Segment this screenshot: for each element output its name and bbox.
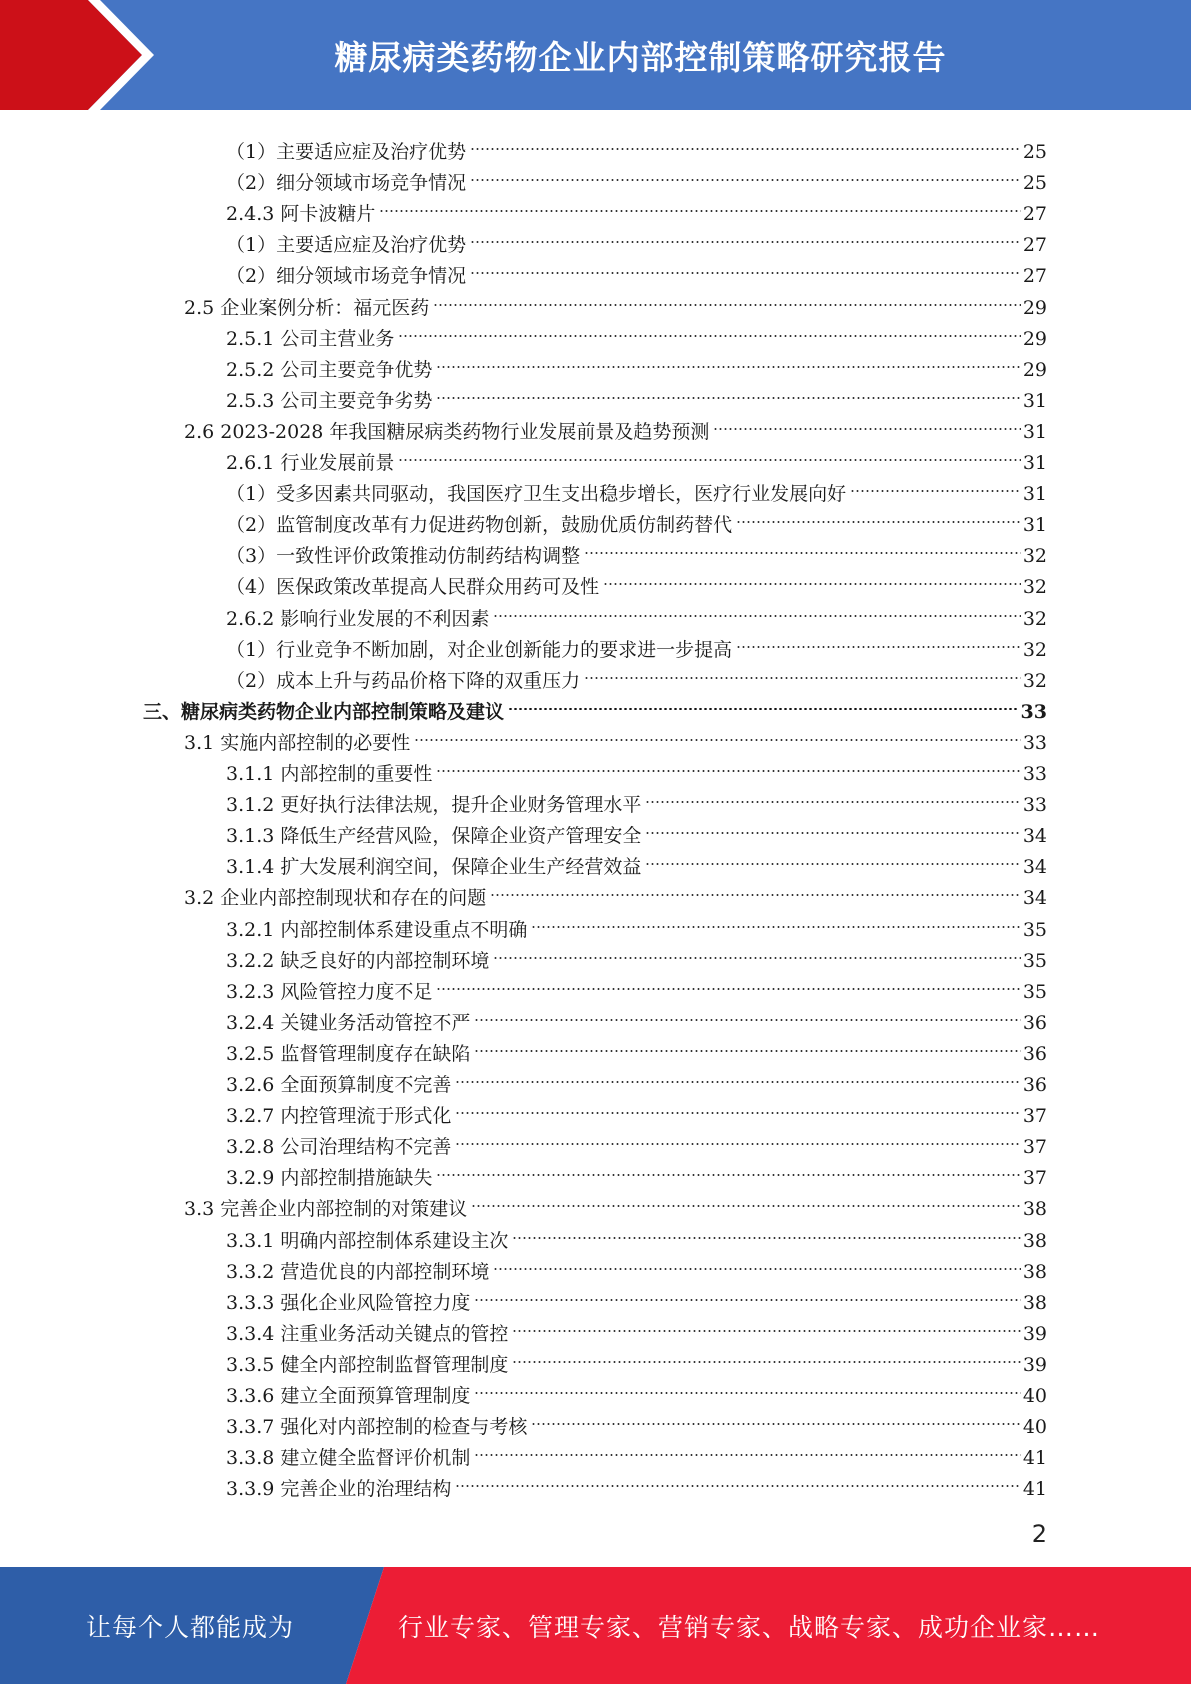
toc-entry[interactable] xyxy=(226,220,1047,257)
toc-entry[interactable] xyxy=(226,127,1047,163)
toc-dot-leader xyxy=(645,780,1020,811)
toc-entry[interactable] xyxy=(226,1340,1047,1376)
toc-entry-title: 3.2.3 风险管控力度不足 xyxy=(226,980,433,1003)
toc-entry[interactable] xyxy=(226,500,1047,537)
toc-entry-page: 40 xyxy=(1022,1416,1047,1439)
toc-entry-page: 36 xyxy=(1022,1042,1047,1065)
toc-dot-leader xyxy=(736,500,1021,531)
toc-dot-leader xyxy=(508,687,1019,718)
toc-entry[interactable] xyxy=(184,1184,1047,1221)
toc-entry[interactable] xyxy=(226,656,1047,692)
toc-entry-page: 32 xyxy=(1022,669,1047,692)
toc-entry-page: 33 xyxy=(1022,763,1047,785)
toc-entry[interactable] xyxy=(143,687,1047,723)
toc-entry-page: 38 xyxy=(1022,1229,1047,1252)
toc-entry-title: （1）行业竞争不断加剧，对企业创新能力的要求进一步提高 xyxy=(226,638,733,661)
toc-entry-page: 31 xyxy=(1022,452,1047,474)
toc-dot-leader xyxy=(436,967,1020,998)
toc-entry-page: 29 xyxy=(1022,358,1047,381)
toc-entry-page: 25 xyxy=(1022,172,1047,195)
toc-dot-leader xyxy=(436,1153,1020,1184)
toc-entry-page: 27 xyxy=(1022,234,1047,257)
toc-entry-page: 35 xyxy=(1022,949,1047,972)
toc-entry-title: 3.2.2 缺乏良好的内部控制环境 xyxy=(226,949,490,972)
toc-dot-leader xyxy=(512,1309,1020,1340)
toc-dot-leader xyxy=(603,562,1021,593)
toc-dot-leader xyxy=(455,1122,1020,1153)
toc-entry-page: 34 xyxy=(1022,887,1047,910)
toc-entry[interactable] xyxy=(226,1216,1047,1252)
toc-entry-page: 31 xyxy=(1022,514,1047,537)
toc-entry-page: 41 xyxy=(1022,1478,1047,1501)
toc-dot-leader xyxy=(584,531,1021,562)
toc-entry[interactable] xyxy=(226,1278,1047,1314)
toc-entry-page: 38 xyxy=(1022,1291,1047,1314)
toc-entry[interactable] xyxy=(226,1029,1047,1065)
toc-entry-title: 3.3 完善企业内部控制的对策建议 xyxy=(184,1198,468,1221)
toc-entry-page: 38 xyxy=(1022,1260,1047,1283)
toc-dot-leader xyxy=(379,189,1020,220)
toc-entry-title: 3.3.8 建立健全监督评价机制 xyxy=(226,1447,471,1470)
toc-entry[interactable] xyxy=(226,438,1047,474)
toc-entry-page: 37 xyxy=(1022,1167,1047,1190)
toc-entry[interactable] xyxy=(226,1464,1047,1501)
toc-entry[interactable] xyxy=(226,1091,1047,1128)
toc-entry-title: （2）监管制度改革有力促进药物创新，鼓励优质仿制药替代 xyxy=(226,514,733,537)
toc-entry-title: （1）主要适应症及治疗优势 xyxy=(226,141,467,163)
toc-entry-page: 32 xyxy=(1022,576,1047,599)
toc-entry-title: （4）医保政策改革提高人民群众用药可及性 xyxy=(226,576,600,599)
toc-entry-title: 2.5.3 公司主要竞争劣势 xyxy=(226,389,433,412)
toc-entry[interactable] xyxy=(226,469,1047,506)
toc-entry[interactable] xyxy=(226,314,1047,350)
toc-dot-leader xyxy=(474,1433,1020,1464)
toc-entry[interactable] xyxy=(226,905,1047,941)
toc-entry-title: 3.2 企业内部控制现状和存在的问题 xyxy=(184,887,487,910)
page-footer xyxy=(0,1567,1191,1684)
toc-entry-page: 39 xyxy=(1022,1353,1047,1376)
toc-dot-leader xyxy=(470,127,1021,158)
toc-entry-title: 3.1 实施内部控制的必要性 xyxy=(184,731,411,754)
toc-dot-leader xyxy=(645,842,1020,873)
toc-entry-page: 37 xyxy=(1022,1105,1047,1128)
toc-entry-title: 3.2.1 内部控制体系建设重点不明确 xyxy=(226,918,528,941)
toc-dot-leader xyxy=(493,936,1020,967)
toc-entry-page: 34 xyxy=(1022,825,1047,848)
toc-entry-page: 35 xyxy=(1022,980,1047,1003)
toc-dot-leader xyxy=(584,656,1021,687)
toc-entry-title: （2）细分领域市场竞争情况 xyxy=(226,172,467,195)
toc-entry-title: 3.3.4 注重业务活动关键点的管控 xyxy=(226,1322,509,1345)
toc-entry-title: 3.1.1 内部控制的重要性 xyxy=(226,763,433,785)
toc-entry-page: 32 xyxy=(1022,607,1047,630)
toc-dot-leader xyxy=(436,749,1020,780)
toc-entry-title: （1）受多因素共同驱动，我国医疗卫生支出稳步增长，医疗行业发展向好 xyxy=(226,483,847,506)
toc-entry-page: 33 xyxy=(1022,731,1047,754)
toc-entry-title: 3.3.7 强化对内部控制的检查与考核 xyxy=(226,1416,528,1439)
toc-dot-leader xyxy=(474,1371,1020,1402)
toc-entry-page: 29 xyxy=(1022,296,1047,319)
page-header xyxy=(0,0,1191,110)
toc-entry-title: 2.5.1 公司主营业务 xyxy=(226,327,395,350)
toc-entry-page: 27 xyxy=(1022,265,1047,288)
toc-entry-page: 27 xyxy=(1022,203,1047,226)
toc-dot-leader xyxy=(490,873,1021,904)
toc-entry-title: 3.3.2 营造优良的内部控制环境 xyxy=(226,1260,490,1283)
toc-dot-leader xyxy=(512,1340,1020,1371)
toc-entry-title: （1）主要适应症及治疗优势 xyxy=(226,234,467,257)
toc-dot-leader xyxy=(455,1060,1020,1091)
toc-entry[interactable] xyxy=(184,718,1047,754)
toc-entry[interactable] xyxy=(226,594,1047,630)
toc-dot-leader xyxy=(850,469,1021,500)
footer-slogan-right: 行业专家、管理专家、营销专家、战略专家、成功企业家…… xyxy=(398,1612,1101,1642)
toc-entry-title: 3.3.6 建立全面预算管理制度 xyxy=(226,1385,471,1407)
toc-dot-leader xyxy=(398,438,1020,469)
toc-dot-leader xyxy=(493,594,1020,625)
toc-entry[interactable] xyxy=(226,1060,1047,1096)
toc-entry-page: 34 xyxy=(1022,856,1047,879)
footer-slogan-left: 让每个人都能成为 xyxy=(85,1612,294,1642)
toc-entry[interactable] xyxy=(226,936,1047,972)
toc-entry[interactable] xyxy=(226,1402,1047,1439)
report-title-text: 糖尿病类药物企业内部控制策略研究报告 xyxy=(334,37,947,77)
header-arrow-decoration xyxy=(0,0,260,110)
toc-entry-title: 3.3.5 健全内部控制监督管理制度 xyxy=(226,1353,509,1376)
toc-entry[interactable] xyxy=(226,998,1047,1034)
toc-dot-leader xyxy=(471,1184,1021,1215)
toc-dot-leader xyxy=(645,811,1020,842)
toc-entry[interactable] xyxy=(226,625,1047,661)
toc-entry-page: 31 xyxy=(1022,483,1047,506)
toc-dot-leader xyxy=(531,905,1020,936)
toc-dot-leader xyxy=(470,158,1021,189)
toc-entry[interactable] xyxy=(226,1309,1047,1345)
toc-entry[interactable] xyxy=(226,189,1047,226)
toc-dot-leader xyxy=(398,314,1020,345)
toc-entry[interactable] xyxy=(226,251,1047,288)
toc-entry-title: 三、糖尿病类药物企业内部控制策略及建议 xyxy=(143,700,505,723)
toc-entry[interactable] xyxy=(226,376,1047,412)
toc-entry-title: 3.2.5 监督管理制度存在缺陷 xyxy=(226,1042,471,1065)
toc-entry[interactable] xyxy=(184,873,1047,910)
toc-entry-page: 33 xyxy=(1022,794,1047,817)
toc-entry-page: 25 xyxy=(1022,141,1047,163)
toc-entry-title: （2）成本上升与药品价格下降的双重压力 xyxy=(226,669,581,692)
toc-dot-leader xyxy=(414,718,1021,749)
toc-entry[interactable] xyxy=(226,811,1047,848)
toc-entry-title: 2.6.1 行业发展前景 xyxy=(226,452,395,474)
toc-entry-title: 3.2.9 内部控制措施缺失 xyxy=(226,1167,433,1190)
toc-entry[interactable] xyxy=(226,562,1047,599)
toc-entry[interactable] xyxy=(226,158,1047,195)
toc-entry-title: 3.3.9 完善企业的治理结构 xyxy=(226,1478,452,1501)
toc-entry[interactable] xyxy=(226,1122,1047,1159)
toc-entry-page: 32 xyxy=(1022,638,1047,661)
toc-dot-leader xyxy=(474,1278,1020,1309)
toc-dot-leader xyxy=(493,1247,1020,1278)
toc-dot-leader xyxy=(512,1216,1020,1247)
toc-entry[interactable] xyxy=(226,1433,1047,1470)
toc-entry-title: 3.1.2 更好执行法律法规，提升企业财务管理水平 xyxy=(226,794,642,817)
toc-entry[interactable] xyxy=(226,1371,1047,1407)
toc-entry-page: 38 xyxy=(1022,1198,1047,1221)
toc-dot-leader xyxy=(470,251,1021,282)
toc-entry-page: 36 xyxy=(1022,1074,1047,1096)
toc-entry-page: 29 xyxy=(1022,327,1047,350)
toc-entry-title: 3.1.4 扩大发展利润空间，保障企业生产经营效益 xyxy=(226,856,642,879)
toc-entry-page: 31 xyxy=(1022,420,1047,443)
toc-entry-title: 2.5 企业案例分析：福元医药 xyxy=(184,296,430,319)
toc-dot-leader xyxy=(470,220,1021,251)
toc-dot-leader xyxy=(531,1402,1020,1433)
toc-entry-title: （2）细分领域市场竞争情况 xyxy=(226,265,467,288)
toc-entry-title: 3.3.3 强化企业风险管控力度 xyxy=(226,1291,471,1314)
toc-dot-leader xyxy=(713,407,1020,438)
toc-entry[interactable] xyxy=(184,407,1047,443)
toc-entry-page: 39 xyxy=(1022,1322,1047,1345)
toc-entry[interactable] xyxy=(226,1153,1047,1190)
toc-entry-title: 3.2.4 关键业务活动管控不严 xyxy=(226,1011,471,1034)
toc-entry[interactable] xyxy=(226,842,1047,879)
toc-dot-leader xyxy=(433,283,1021,314)
toc-dot-leader xyxy=(436,376,1020,407)
toc-entry-title: 3.1.3 降低生产经营风险，保障企业资产管理安全 xyxy=(226,825,642,848)
toc-entry-page: 32 xyxy=(1022,545,1047,568)
toc-entry-page: 37 xyxy=(1022,1136,1047,1159)
toc-entry-title: 3.2.6 全面预算制度不完善 xyxy=(226,1074,452,1096)
toc-entry-title: 2.4.3 阿卡波糖片 xyxy=(226,203,376,226)
toc-entry-title: （3）一致性评价政策推动仿制药结构调整 xyxy=(226,545,581,568)
toc-entry-title: 2.6 2023-2028 年我国糖尿病类药物行业发展前景及趋势预测 xyxy=(184,420,710,443)
toc-entry-page: 40 xyxy=(1022,1385,1047,1407)
toc-entry-title: 2.6.2 影响行业发展的不利因素 xyxy=(226,607,490,630)
toc-entry-page: 35 xyxy=(1022,918,1047,941)
page-number: 2 xyxy=(1031,1520,1047,1548)
toc-entry-page: 33 xyxy=(1020,700,1047,723)
toc-entry-page: 41 xyxy=(1022,1447,1047,1470)
toc-dot-leader xyxy=(474,998,1020,1029)
toc-entry[interactable] xyxy=(184,283,1047,319)
toc-dot-leader xyxy=(436,345,1020,376)
toc-entry-page: 31 xyxy=(1022,389,1047,412)
toc-dot-leader xyxy=(474,1029,1020,1060)
toc-dot-leader xyxy=(455,1091,1020,1122)
toc-dot-leader xyxy=(736,625,1021,656)
toc-entry-title: 3.2.8 公司治理结构不完善 xyxy=(226,1136,452,1159)
toc-entry-title: 3.2.7 内控管理流于形式化 xyxy=(226,1105,452,1128)
toc-entry[interactable] xyxy=(226,345,1047,381)
report-title xyxy=(240,0,1191,110)
toc-entry[interactable] xyxy=(226,780,1047,817)
toc-entry-title: 2.5.2 公司主要竞争优势 xyxy=(226,358,433,381)
toc-entry[interactable] xyxy=(226,1247,1047,1283)
toc-entry[interactable] xyxy=(226,967,1047,1003)
toc-entry-title: 3.3.1 明确内部控制体系建设主次 xyxy=(226,1229,509,1252)
toc-entry[interactable] xyxy=(226,531,1047,568)
toc-entry[interactable] xyxy=(226,749,1047,785)
toc-entry-page: 36 xyxy=(1022,1011,1047,1034)
toc-dot-leader xyxy=(455,1464,1020,1495)
